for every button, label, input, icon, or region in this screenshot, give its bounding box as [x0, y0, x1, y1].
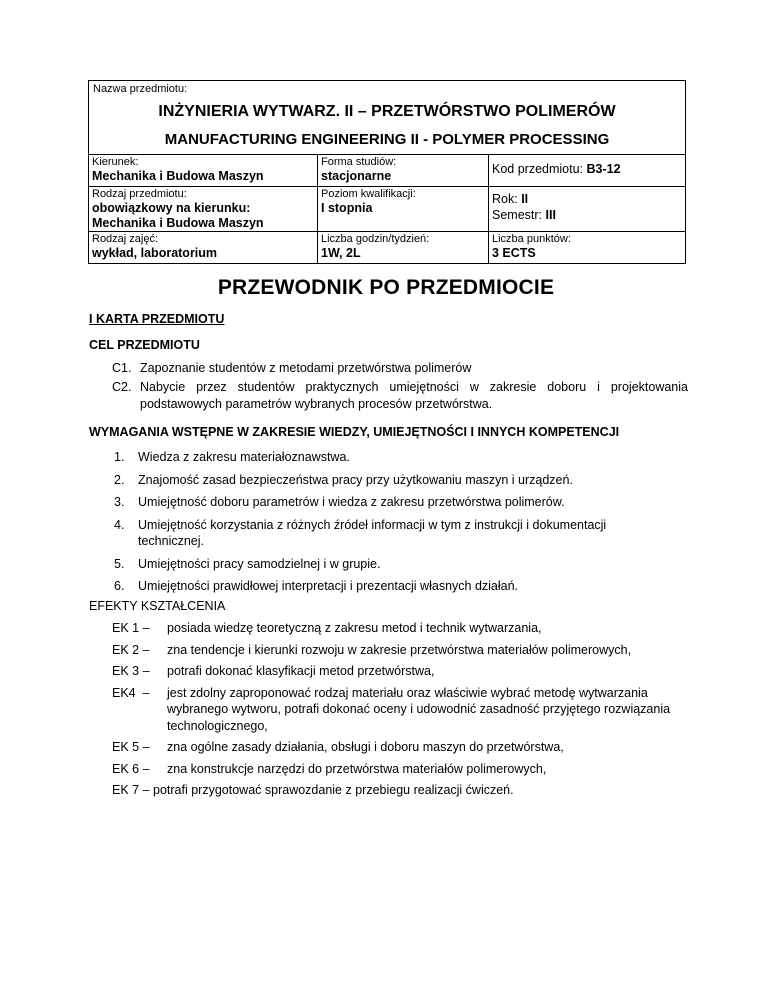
list-item: [114, 472, 674, 489]
list-item-number: EK 6 –: [112, 761, 150, 776]
list-item: [112, 739, 688, 756]
list-item-number: EK 2 –: [112, 642, 150, 657]
list-item: [112, 685, 688, 735]
list-item: [112, 761, 688, 778]
list-item-text: potrafi dokonać klasyfikacji metod przetwórstwa,: [167, 664, 435, 678]
list-item-text: Znajomość zasad bezpieczeństwa pracy przy użytkowaniu maszyn i urządzeń.: [138, 472, 573, 487]
punkty-cell: [489, 232, 685, 263]
rok-line: [492, 188, 682, 207]
list-item: [114, 517, 674, 550]
subject-title-en: MANUFACTURING ENGINEERING II - POLYMER PROCESSING: [164, 131, 610, 148]
list-item-number: C2.: [112, 380, 132, 394]
punkty-label: Liczba punktów:: [492, 233, 571, 245]
list-item: [112, 360, 688, 377]
forma-cell: [318, 155, 489, 187]
list-item-text: Umiejętność doboru parametrów i wiedza z zakresu przetwórstwa polimerów.: [138, 495, 565, 509]
subject-info-grid: [89, 155, 685, 232]
subject-info-grid-last: [89, 232, 685, 263]
cel-heading: CEL PRZEDMIOTU: [89, 338, 200, 352]
list-item-text: Wiedza z zakresu materiałoznawstwa.: [138, 450, 350, 464]
poziom-cell: [318, 187, 489, 232]
list-item-text: zna tendencje i kierunki rozwoju w zakresie przetwórstwa materiałów polimerowych,: [167, 642, 632, 657]
kierunek-cell: [89, 155, 318, 187]
list-item-text: Nabycie przez studentów praktycznych umiejętności w zakresie doboru i projektowania podstawowych parametrów wybranych procesów przetwórstwa.: [140, 380, 688, 411]
semestr-label: Semestr:: [492, 208, 543, 222]
efekty-list: [112, 620, 688, 804]
list-item-number: 1.: [114, 450, 125, 464]
list-item-number: 3.: [114, 495, 125, 509]
list-item: [114, 578, 674, 595]
list-item-text: Umiejętności pracy samodzielnej i w grupie.: [138, 556, 381, 571]
list-item: [114, 494, 674, 511]
godziny-label: Liczba godzin/tydzień:: [321, 233, 430, 245]
rodzaj-zajec-cell: [89, 232, 318, 263]
cel-list: [112, 360, 688, 415]
list-item-number: EK 1 –: [112, 621, 150, 635]
kod-line: [492, 156, 682, 176]
list-item-text: posiada wiedzę teoretyczną z zakresu metod i technik wytwarzania,: [167, 621, 542, 635]
rok-label: Rok:: [492, 192, 518, 206]
wymagania-list: [114, 449, 674, 601]
kierunek-value: Mechanika i Budowa Maszyn: [92, 169, 264, 183]
rodzaj-przedmiotu-value: obowiązkowy na kierunku: Mechanika i Budowa Maszyn: [92, 201, 264, 230]
list-item: [112, 642, 688, 659]
list-item-text: zna konstrukcje narzędzi do przetwórstwa materiałów polimerowych,: [167, 761, 547, 776]
list-item: [112, 620, 688, 637]
poziom-value: I stopnia: [321, 201, 373, 215]
list-item-text: jest zdolny zaproponować rodzaj materiału oraz właściwie wybrać metodę wytwarzania wybranego wytworu, potrafi dokonać oceny i udowodnić zasadność przyjętego rozwiązania technologicznego,: [167, 685, 671, 733]
rodzaj-zajec-label: Rodzaj zajęć:: [92, 233, 159, 245]
list-item-number: 2.: [114, 472, 125, 487]
rodzaj-zajec-value: wykład, laboratorium: [92, 246, 218, 260]
list-item-number: EK 7: [112, 783, 140, 797]
kod-cell: [489, 155, 685, 187]
efekty-heading: EFEKTY KSZTAŁCENIA: [89, 599, 226, 613]
list-item-number: 6.: [114, 579, 125, 593]
list-item-number: EK 3 –: [112, 664, 150, 678]
forma-value: stacjonarne: [321, 169, 392, 183]
page-title: PRZEWODNIK PO PRZEDMIOCIE: [217, 276, 555, 299]
subject-name-cell: [89, 81, 685, 155]
list-item-text: zna ogólne zasady działania, obsługi i doboru maszyn do przetwórstwa,: [167, 740, 564, 754]
kierunek-label: Kierunek:: [92, 156, 139, 168]
poziom-label: Poziom kwalifikacji:: [321, 188, 416, 200]
kod-label: Kod przedmiotu:: [492, 162, 584, 176]
wymagania-heading: WYMAGANIA WSTĘPNE W ZAKRESIE WIEDZY, UMIEJĘTNOŚCI I INNYCH KOMPETENCJI: [89, 425, 620, 439]
list-item: [112, 663, 688, 680]
list-item-number: C1.: [112, 361, 132, 375]
rok-value: II: [521, 192, 529, 206]
forma-label: Forma studiów:: [321, 156, 397, 168]
rodzaj-przedmiotu-cell: [89, 187, 318, 232]
list-item-number: EK 5 –: [112, 740, 150, 754]
list-item-text: Zapoznanie studentów z metodami przetwórstwa polimerów: [140, 361, 472, 375]
list-item-text: Umiejętności prawidłowej interpretacji i prezentacji własnych działań.: [138, 579, 519, 593]
list-item-number: 5.: [114, 556, 125, 571]
document-page: [88, 80, 688, 797]
godziny-cell: [318, 232, 489, 263]
list-item-text: Umiejętność korzystania z różnych źródeł informacji w tym z instrukcji i dokumentacji technicznej.: [138, 517, 607, 548]
list-item-text: – potrafi przygotować sprawozdanie z przebiegu realizacji ćwiczeń.: [142, 783, 514, 797]
list-item-number: 4.: [114, 517, 125, 532]
karta-heading: I KARTA PRZEDMIOTU: [89, 312, 225, 326]
rok-semestr-cell: [489, 187, 685, 232]
kod-value: B3-12: [586, 162, 621, 176]
list-item: [112, 379, 688, 413]
semestr-value: III: [545, 208, 556, 222]
godziny-value: 1W, 2L: [321, 246, 361, 260]
subject-header-table: [88, 80, 686, 264]
rodzaj-przedmiotu-label: Rodzaj przedmiotu:: [92, 188, 187, 200]
list-item: [114, 449, 674, 466]
punkty-value: 3 ECTS: [492, 246, 536, 260]
list-item: [114, 556, 674, 573]
semestr-line: [492, 207, 682, 223]
subject-label: Nazwa przedmiotu:: [93, 83, 188, 95]
list-item: [112, 782, 688, 799]
list-item-number: EK4 –: [112, 685, 150, 700]
subject-title-pl: INŻYNIERIA WYTWARZ. II – PRZETWÓRSTWO POLIMERÓW: [158, 103, 616, 120]
